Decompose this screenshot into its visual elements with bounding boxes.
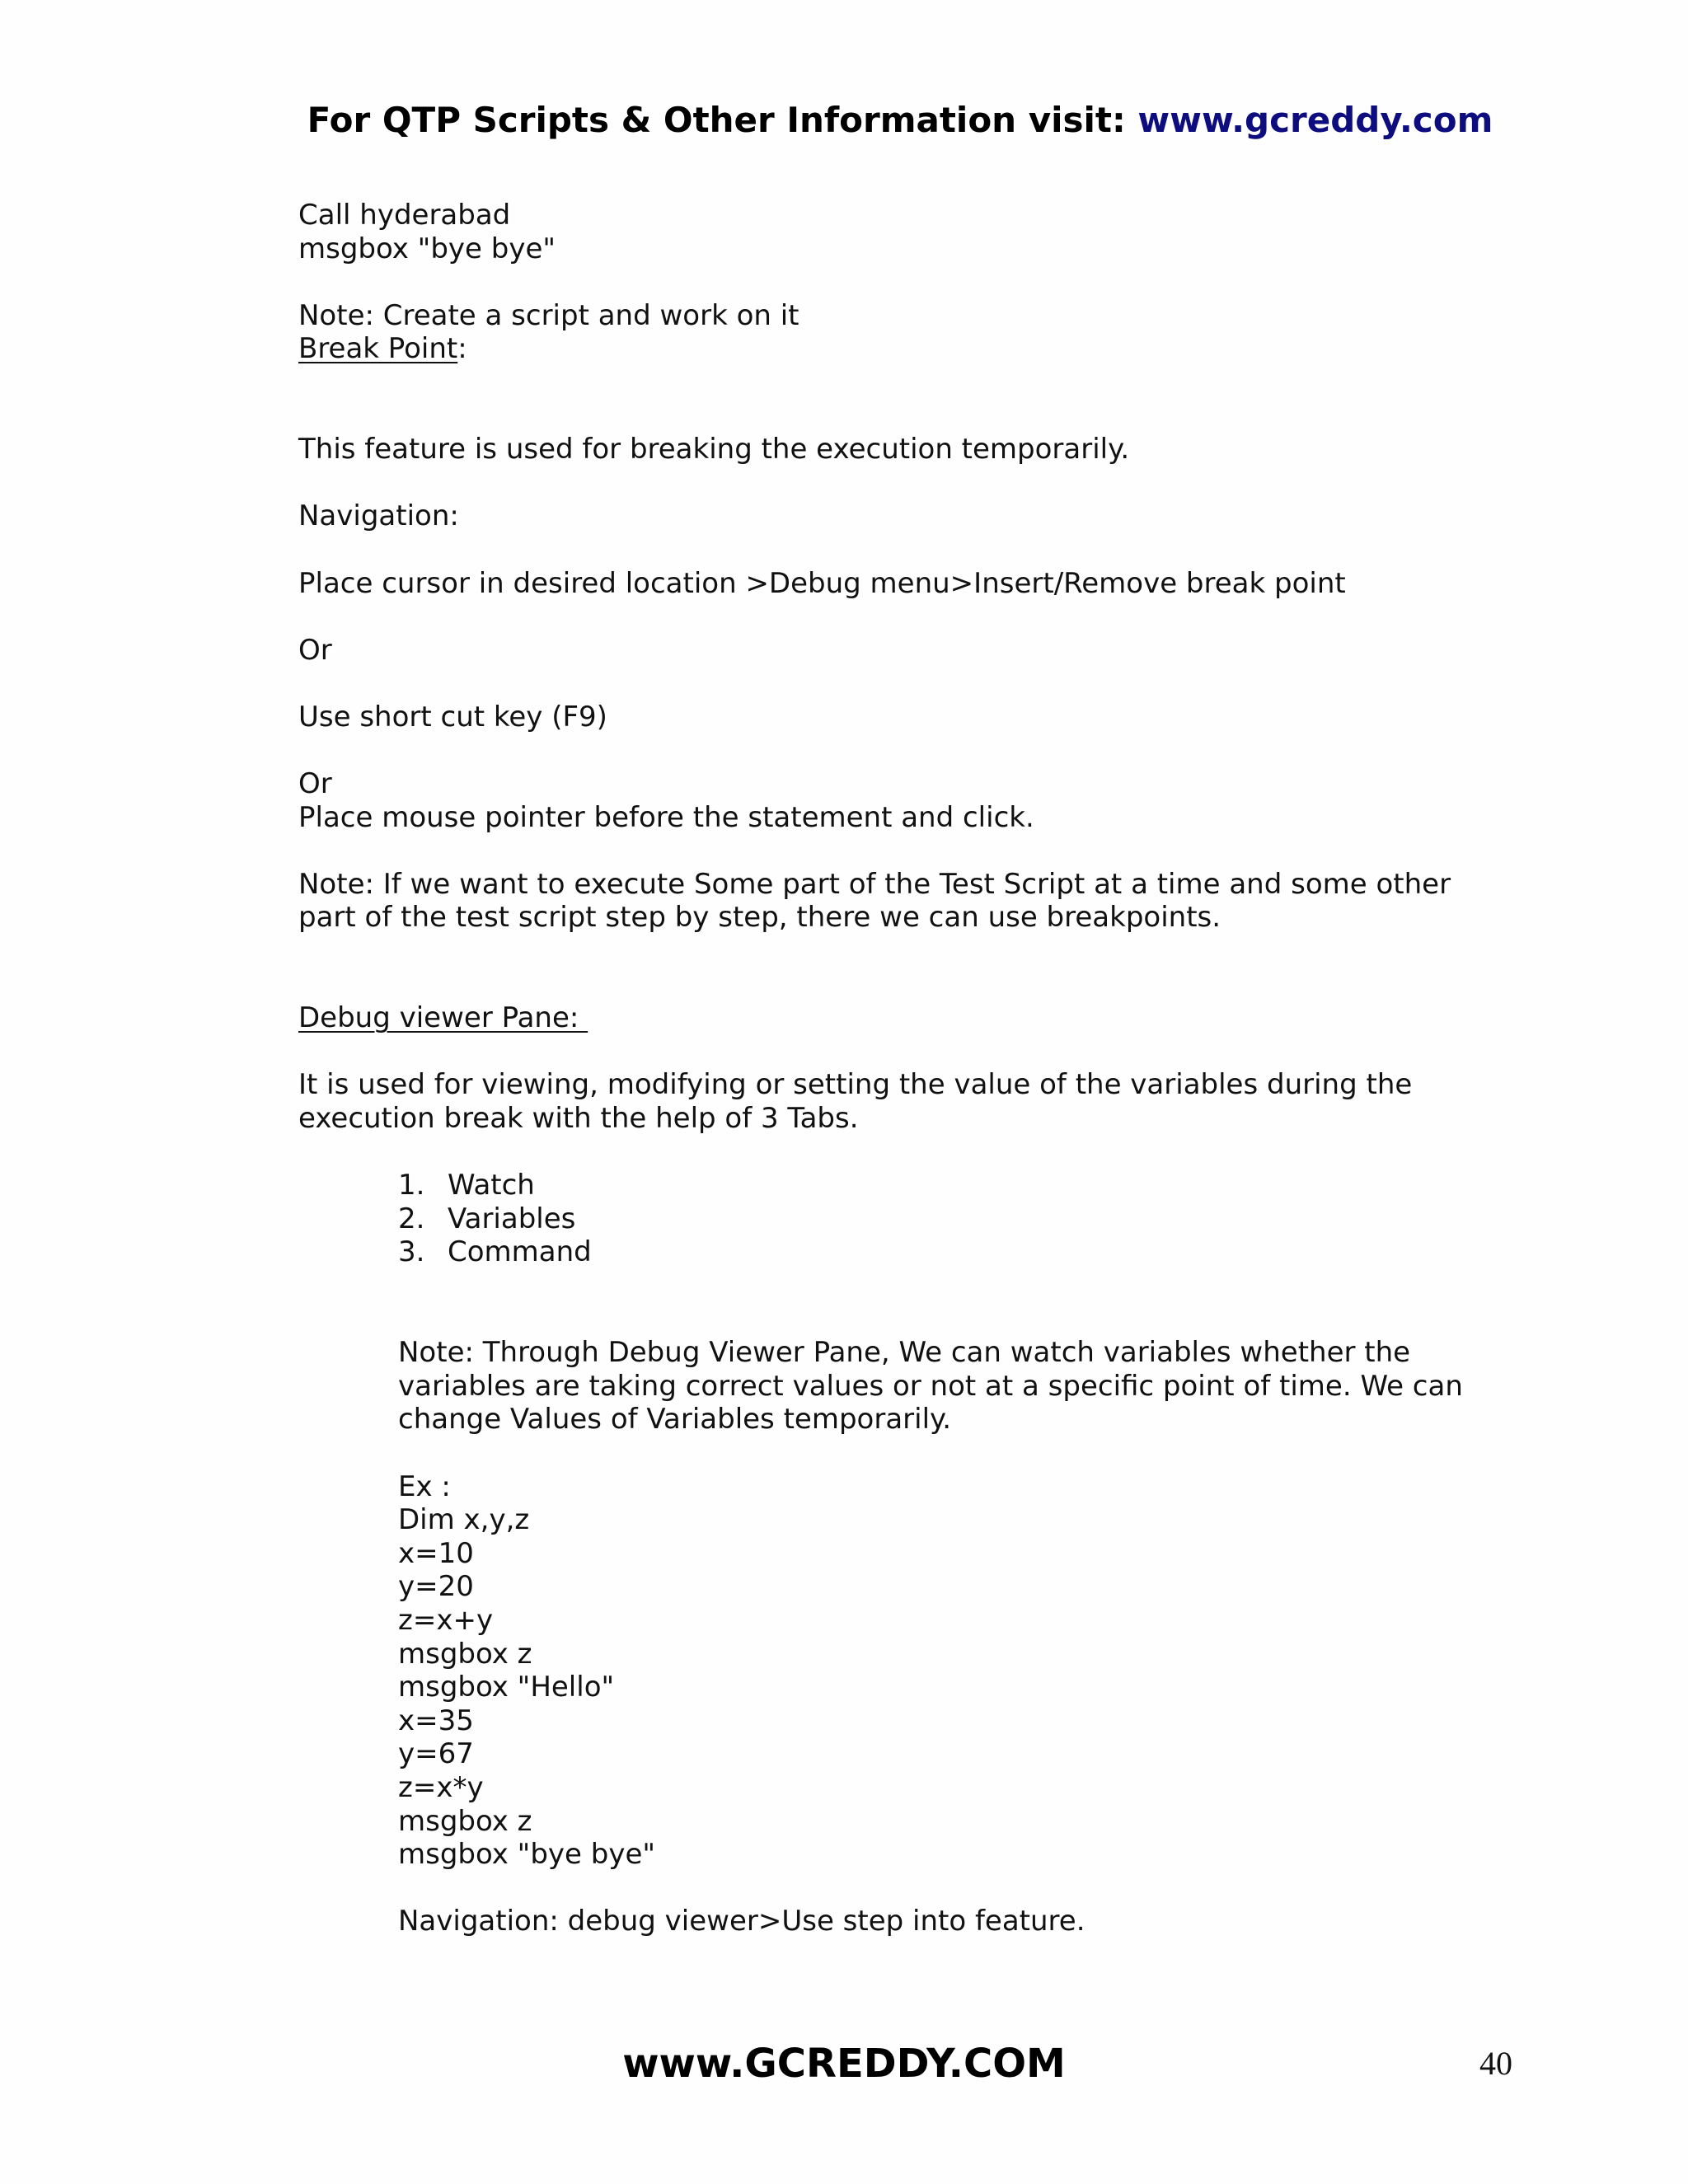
shortcut-text: Use short cut key (F9) <box>298 700 607 733</box>
code-line: x=10 <box>398 1536 474 1570</box>
debug-viewer-description: It is used for viewing, modifying or setting the value of the variables during the <box>298 1068 1413 1102</box>
code-line: Dim x,y,z <box>398 1503 530 1537</box>
code-line: x=35 <box>398 1704 474 1737</box>
debug-viewer-heading-text: Debug viewer Pane: <box>298 1001 588 1035</box>
heading-colon: : <box>457 332 467 366</box>
list-label: Command <box>448 1235 592 1269</box>
example-label: Ex : <box>398 1469 451 1503</box>
breakpoint-note-line: part of the test script step by step, there we can use breakpoints. <box>298 901 1221 935</box>
indented-section <box>298 1336 1518 1938</box>
code-line: msgbox z <box>398 1804 532 1838</box>
list-number: 2. <box>398 1202 425 1235</box>
code-line: y=20 <box>398 1570 474 1604</box>
list-item <box>398 1202 1518 1236</box>
list-label: Variables <box>448 1202 576 1235</box>
header-link[interactable]: www.gcreddy.com <box>1137 100 1493 140</box>
code-line: y=67 <box>398 1737 474 1771</box>
page-number: 40 <box>1479 2045 1512 2082</box>
code-line: msgbox "Hello" <box>398 1671 615 1704</box>
intro-line: msgbox "bye bye" <box>298 232 556 265</box>
list-item <box>398 1235 1518 1269</box>
debug-viewer-heading <box>298 1001 1518 1035</box>
navigation-label: Navigation: <box>298 499 459 533</box>
intro-line: Call hyderabad <box>298 199 511 232</box>
debug-viewer-description: execution break with the help of 3 Tabs. <box>298 1102 859 1136</box>
mouse-text: Place mouse pointer before the statement and click. <box>298 800 1034 834</box>
code-line: msgbox "bye bye" <box>398 1838 656 1872</box>
document-body <box>298 199 1518 1938</box>
header-prefix: For QTP Scripts & Other Information visit: <box>307 100 1138 140</box>
page-footer: www.GCREDDY.COM <box>622 2041 1066 2087</box>
or-text: Or <box>298 767 332 801</box>
page-header <box>0 97 1688 143</box>
code-line: msgbox z <box>398 1637 532 1671</box>
breakpoint-note-line: Note: If we want to execute Some part of the Test Script at a time and some other <box>298 867 1451 901</box>
list-number: 3. <box>398 1235 425 1269</box>
or-text: Or <box>298 633 332 667</box>
debug-note-line: change Values of Variables temporarily. <box>398 1403 952 1436</box>
list-label: Watch <box>448 1169 535 1202</box>
code-line: z=x*y <box>398 1770 484 1804</box>
code-line: z=x+y <box>398 1603 494 1637</box>
debug-note-line: variables are taking correct values or not at a specific point of time. We can <box>398 1369 1463 1403</box>
list-number: 1. <box>398 1169 425 1202</box>
tabs-list <box>298 1169 1518 1269</box>
list-item <box>398 1169 1518 1202</box>
debug-navigation: Navigation: debug viewer>Use step into feature. <box>398 1905 1085 1938</box>
note-script: Note: Create a script and work on it <box>298 298 799 332</box>
break-point-description: This feature is used for breaking the execution temporarily. <box>298 433 1130 466</box>
navigation-path: Place cursor in desired location >Debug menu>Insert/Remove break point <box>298 566 1346 600</box>
break-point-heading <box>298 332 1518 366</box>
debug-note-line: Note: Through Debug Viewer Pane, We can watch variables whether the <box>398 1336 1411 1370</box>
break-point-heading-text: Break Point <box>298 332 458 366</box>
